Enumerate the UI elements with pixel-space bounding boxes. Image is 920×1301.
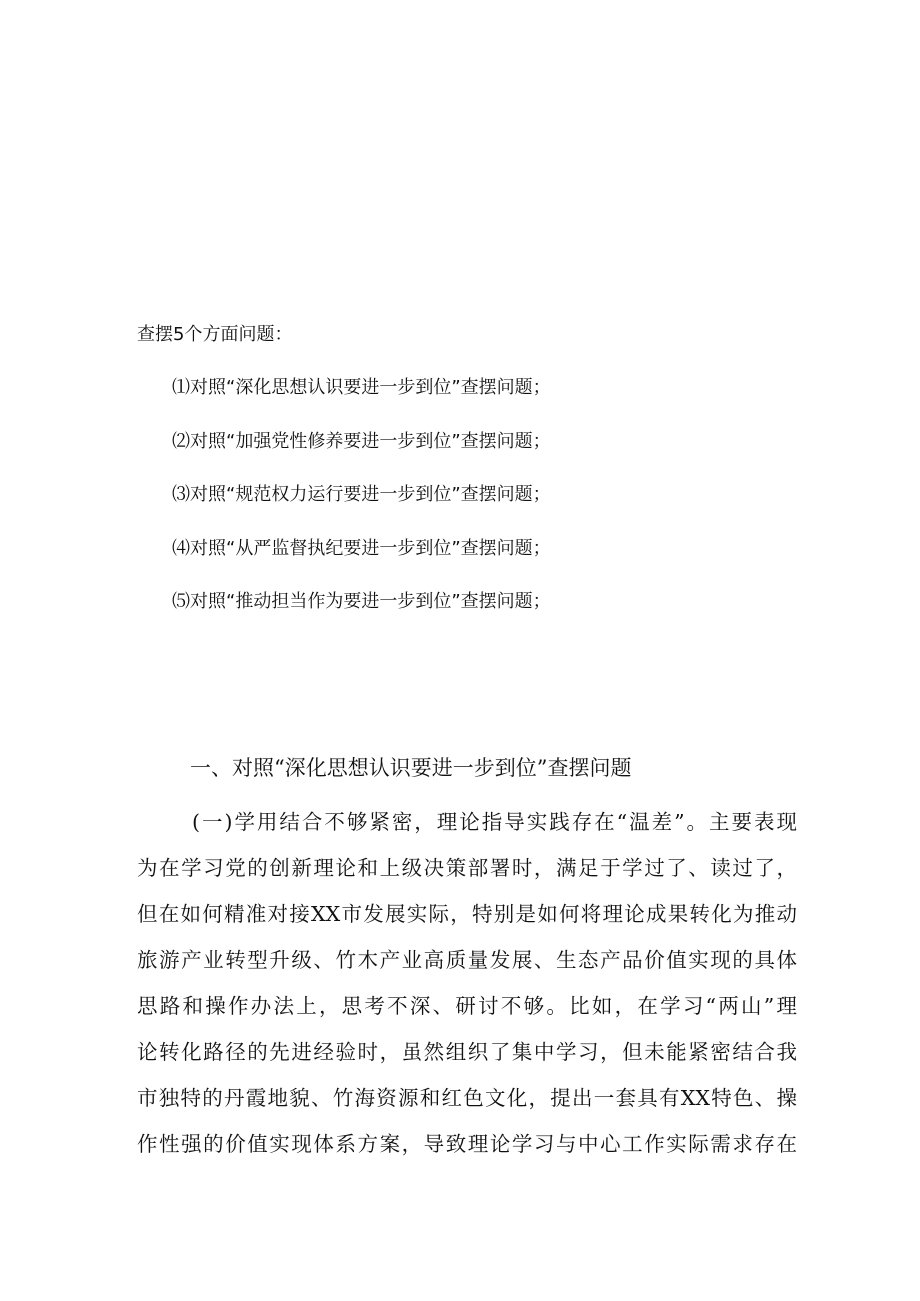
paragraph-line-4: 旅游产业转型升级、竹木产业高质量发展、生态产品价值实现的具体: [137, 948, 797, 972]
summary-title: 查摆5个方面问题：: [137, 324, 293, 345]
aspect-item-4: ⑷对照“从严监督执纪要进一步到位”查摆问题；: [172, 537, 551, 559]
aspect-item-2: ⑵对照“加强党性修养要进一步到位”查摆问题；: [172, 430, 551, 452]
paragraph-line-5: 思路和操作办法上，思考不深、研讨不够。比如，在学习“两山”理: [137, 994, 797, 1018]
paragraph-line-6: 论转化路径的先进经验时，虽然组织了集中学习，但未能紧密结合我: [137, 1040, 797, 1064]
paragraph-line-2: 为在学习党的创新理论和上级决策部署时，满足于学过了、读过了，: [137, 856, 797, 880]
paragraph-line-7: 市独特的丹霞地貌、竹海资源和红色文化，提出一套具有XX特色、操: [137, 1086, 797, 1110]
aspect-item-3: ⑶对照“规范权力运行要进一步到位”查摆问题；: [172, 484, 551, 505]
paragraph-line-8: 作性强的价值实现体系方案，导致理论学习与中心工作实际需求存在: [137, 1132, 797, 1156]
section-heading: 一、对照“深化思想认识要进一步到位”查摆问题: [190, 756, 632, 780]
body-paragraph: [137, 799, 797, 1167]
paragraph-line-3: 但在如何精准对接XX市发展实际，特别是如何将理论成果转化为推动: [137, 902, 797, 926]
aspect-list: [172, 375, 551, 643]
aspect-item-1: ⑴对照“深化思想认识要进一步到位”查摆问题；: [172, 377, 551, 398]
aspect-item-5: ⑸对照“推动担当作为要进一步到位”查摆问题；: [172, 591, 551, 612]
paragraph-line-1: (一)学用结合不够紧密，理论指导实践存在“温差”。主要表现: [192, 810, 797, 834]
